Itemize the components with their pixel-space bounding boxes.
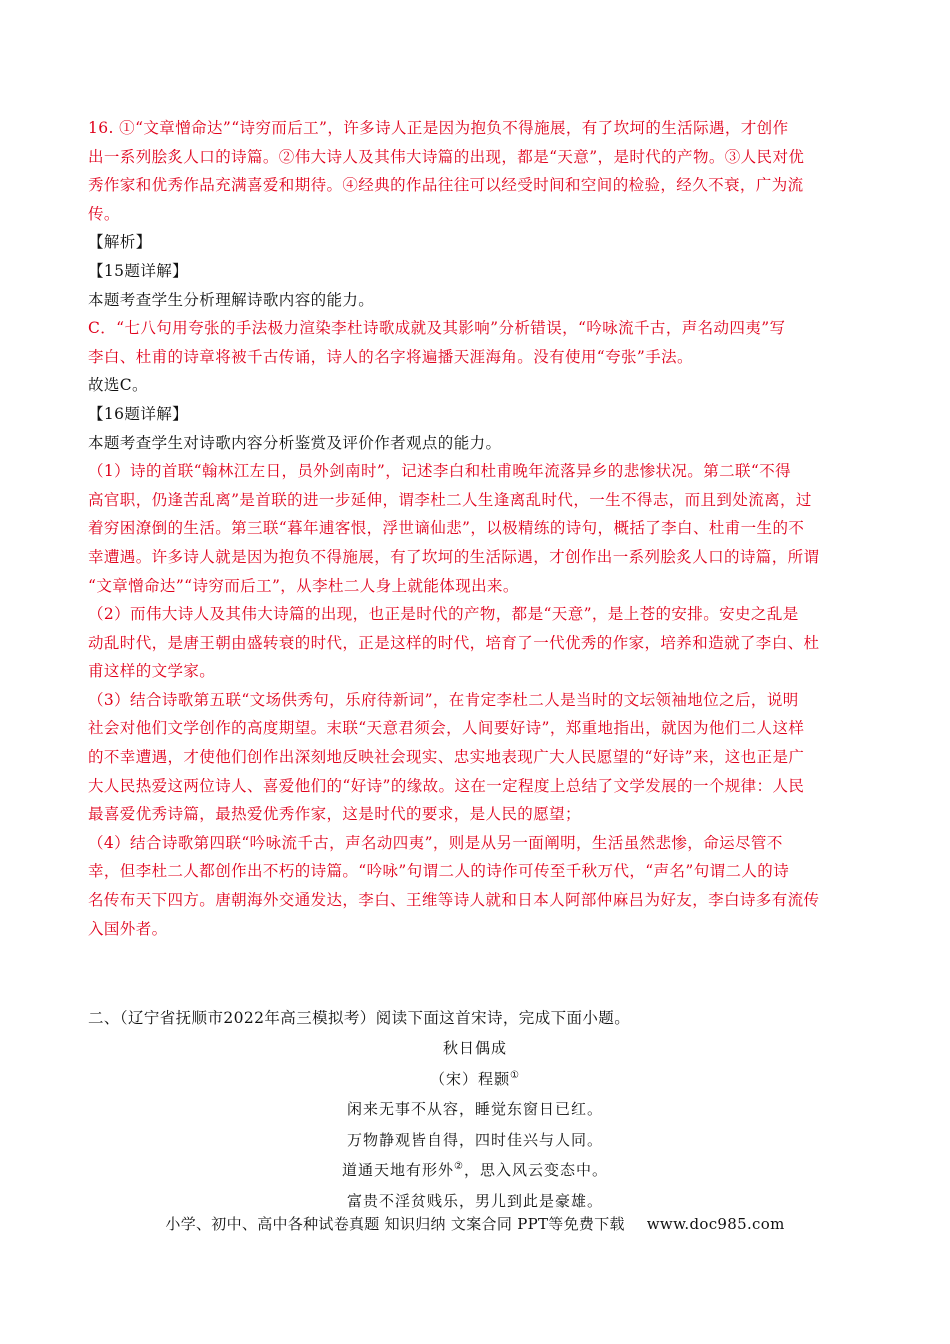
answer-16-line: 出一系列脍炙人口的诗篇。②伟大诗人及其伟大诗篇的出现，都是“天意”，是时代的产物。③人民对优 <box>88 147 805 166</box>
q16-line: （2）而伟大诗人及其伟大诗篇的出现，也正是时代的产物，都是“天意”，是上苍的安排。安史之乱是 <box>88 605 799 624</box>
poem-line: 万物静观皆自得，四时佳兴与人同。 <box>346 1130 603 1149</box>
footer-site-link[interactable]: www.doc985.com <box>646 1215 785 1233</box>
q16-line: 甫这样的文学家。 <box>88 662 216 681</box>
analysis-heading: 【解析】 <box>88 233 152 252</box>
q16-line: “文章憎命达”“诗穷而后工”，从李杜二人身上就能体现出来。 <box>88 576 519 595</box>
q16-line: 大人民热爱这两位诗人、喜爱他们的“好诗”的缘故。这在一定程度上总结了文学发展的一个规律：人民 <box>88 776 805 795</box>
section-2-heading: 二、（辽宁省抚顺市2022年高三模拟考）阅读下面这首宋诗，完成下面小题。 <box>88 1009 631 1027</box>
q15-conclusion: 故选C。 <box>88 376 148 395</box>
answer-16-line: 秀作家和优秀作品充满喜爱和期待。④经典的作品往往可以经受时间和空间的检验，经久不衰，广为流 <box>88 176 804 195</box>
q16-line: 动乱时代，是唐王朝由盛转衰的时代，正是这样的时代，培育了一代优秀的作家，培养和造就了李白、杜 <box>88 633 820 652</box>
poem-author-note: ① <box>510 1069 520 1081</box>
q16-line: 幸，但李杜二人都创作出不朽的诗篇。“吟咏”句谓二人的诗作可传至千秋万代，“声名”句谓二人的诗 <box>88 862 790 881</box>
answer-16-line: 传。 <box>88 204 120 223</box>
q16-line: 名传布天下四方。唐朝海外交通发达，李白、王维等诗人就和日本人阿部仲麻吕为好友，李白诗多有流传 <box>88 891 820 910</box>
poem-line-note: ② <box>454 1161 464 1172</box>
q16-line: 入国外者。 <box>88 919 168 938</box>
q16-line: 高官职，仍逢苦乱离”是首联的进一步延伸，谓李杜二人生逢离乱时代，一生不得志，而且到处流离，过 <box>88 490 812 509</box>
q16-line: （3）结合诗歌第五联“文场供秀句，乐府待新词”，在肯定李杜二人是当时的文坛领袖地位之后，说明 <box>88 690 799 709</box>
q16-heading: 【16题详解】 <box>88 404 189 423</box>
q16-line: 着穷困潦倒的生活。第三联“暮年逋客恨，浮世谪仙悲”，以极精练的诗句，概括了李白、杜甫一生的不 <box>88 519 805 538</box>
q15-heading: 【15题详解】 <box>88 261 189 280</box>
answer-content <box>88 114 868 943</box>
poem-author <box>0 1064 950 1095</box>
q16-line: 社会对他们文学创作的高度期望。末联“天意君须会，人间要好诗”，郑重地指出，就因为他们二人这样 <box>88 719 805 738</box>
poem-line: 闲来无事不从容，睡觉东窗日已红。 <box>346 1100 603 1118</box>
q16-line: 最喜爱优秀诗篇，最热爱优秀作家，这是时代的要求，是人民的愿望； <box>88 805 581 824</box>
footer-text: 小学、初中、高中各种试卷真题 知识归纳 文案合同 PPT等免费下载 <box>165 1215 625 1233</box>
poem-line-part: ，思入风云变态中。 <box>463 1161 608 1179</box>
q15-line: C．“七八句用夸张的手法极力渲染李杜诗歌成就及其影响”分析错误，“吟咏流千古，声名动四夷”写 <box>88 319 786 338</box>
q16-line: （1）诗的首联“翰林江左日，员外剑南时”，记述李白和杜甫晚年流落异乡的悲惨状况。第二联“不得 <box>88 462 792 481</box>
q15-line: 李白、杜甫的诗章将被千古传诵，诗人的名字将遍播天涯海角。没有使用“夸张”手法。 <box>88 347 693 366</box>
answer-16-line: 16. ①“文章憎命达”“诗穷而后工”，许多诗人正是因为抱负不得施展，有了坎坷的生活际遇，才创作 <box>88 119 789 137</box>
poem-line: 富贵不淫贫贱乐，男儿到此是豪雄。 <box>346 1191 603 1210</box>
q16-line: 的不幸遭遇，才使他们创作出深刻地反映社会现实、忠实地表现广大人民愿望的“好诗”来，这也正是广 <box>88 748 805 767</box>
q16-intro: 本题考查学生对诗歌内容分析鉴赏及评价作者观点的能力。 <box>88 433 502 452</box>
answer-16 <box>88 114 868 228</box>
poem-title: 秋日偶成 <box>442 1039 507 1057</box>
poem-line-part: 道通天地有形外 <box>342 1161 455 1179</box>
q16-line: （4）结合诗歌第四联“吟咏流千古，声名动四夷”，则是从另一面阐明，生活虽然悲惨，命运尽管不 <box>88 833 783 852</box>
q15-intro: 本题考查学生分析理解诗歌内容的能力。 <box>88 290 375 309</box>
poem-line <box>0 1155 950 1186</box>
page-footer <box>0 1211 950 1237</box>
poem <box>0 1033 950 1216</box>
q16-line: 幸遭遇。许多诗人就是因为抱负不得施展，有了坎坷的生活际遇，才创作出一系列脍炙人口的诗篇，所谓 <box>88 547 820 566</box>
poem-author-name: （宋）程颢 <box>430 1069 511 1088</box>
